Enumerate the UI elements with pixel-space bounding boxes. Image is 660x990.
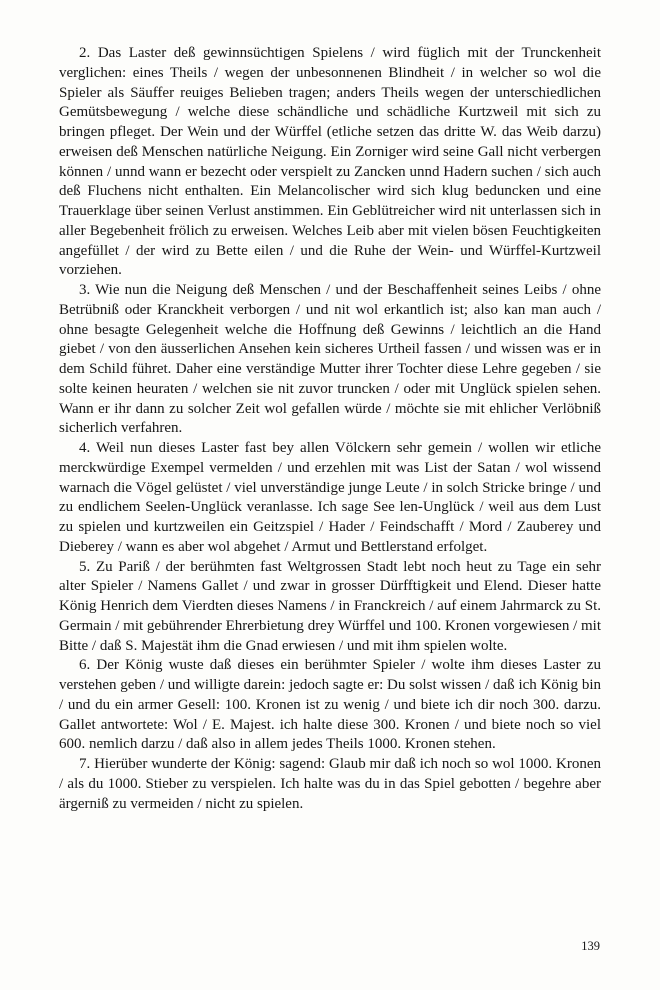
paragraph-7: 7. Hierüber wunderte der König: sagend: Glaub mir daß ich noch so wol 1000. Kronen / als du 1000. Stieber zu verspielen. Ich halte was du in das Spiel gebotten / begehre aber ärgerniß zu vermeiden / nicht zu spielen. <box>59 756 601 812</box>
paragraph-4: 4. Weil nun dieses Laster fast bey allen Völckern sehr gemein / wollen wir etliche merckwürdige Exempel vermelden / und erzehlen mit was List der Satan / wol wissend warnach die Vögel gelüstet / viel unverständige junge Leute / in solch Stricke bringe / und zu endlichem Seelen-Unglück veranlasse. Ich sage See len-Unglück / weil aus dem Lust zu spielen und kurtzweilen ein Geitzspiel / Hader / Feindschafft / Mord / Zauberey und Dieberey / wann es aber wol abgehet / Armut und Bettlerstand erfolget. <box>59 440 601 555</box>
page-number: 139 <box>581 939 600 953</box>
paragraph-6: 6. Der König wuste daß dieses ein berühmter Spieler / wolte ihm dieses Laster zu verstehen geben / und willigte darein: jedoch sagte er: Du solst wissen / daß ich König bin / und du ein armer Gesell: 100. Kronen ist zu wenig / und biete ich dir noch 300. darzu. Gallet antwortete: Wol / E. Majest. ich halte diese 300. Kronen / und biete noch so viel 600. nemlich darzu / daß also in allem jedes Theils 1000. Kronen stehen. <box>59 657 601 753</box>
paragraph-5: 5. Zu Pariß / der berühmten fast Weltgrossen Stadt lebt noch heut zu Tage ein sehr alter Spieler / Namens Gallet / und zwar in grosser Dürfftigkeit und Elend. Dieser hatte König Henrich dem Vierdten dieses Namens / in Franckreich / auf einem Jahrmarck zu St. Germain / mit gebührender Ehrerbietung drey Würffel und 100. Kronen vorgewiesen / mit Bitte / daß S. Majestät ihm die Gnad erwiesen / und mit ihm spielen wolte. <box>59 558 601 654</box>
paragraph-2: 2. Das Laster deß gewinnsüchtigen Spielens / wird füglich mit der Trunckenheit verglichen: eines Theils / wegen der unbesonnenen Blindheit / in welcher so wol die Spieler als Säuffer reuiges Belieben tragen; anders Theils wegen der unterschiedlichen Gemütsbewegung / welche diese schändliche und schädliche Kurtzweil mit sich zu bringen pfleget. Der Wein und der Würffel (etliche setzen das dritte W. das Weib darzu) erweisen deß Menschen natürliche Neigung. Ein Zorniger wird seine Gall nicht verbergen können / unnd wann er bezecht oder verspielt zu Zancken unnd Hadern suchen / sich auch deß Fluchens nicht enthalten. Ein Melancolischer wird sich klug beduncken und eine Trauerklage über seinen Verlust anstimmen. Ein Geblütreicher wird nit unterlassen sich in aller Begebenheit frölich zu erweisen. Welches Leib aber mit vielen bösen Feuchtigkeiten angefüllet / der wird zu Bette eilen / und die Ruhe der Wein- und Würffel-Kurtzweil vorziehen. <box>59 45 601 279</box>
paragraph-3: 3. Wie nun die Neigung deß Menschen / und der Beschaffenheit seines Leibs / ohne Betrübniß oder Kranckheit verborgen / und nit wol erkantlich ist; also kan man auch / ohne besagte Gelegenheit welche die Hoffnung deß Gewinns / leichtlich an die Hand giebet / von den äusserlichen Ansehen kein sicheres Urtheil fassen / und wissen was er in dem Schild führet. Daher eine verständige Mutter ihrer Tochter diese Lehre gegeben / sie solte keinen heuraten / welchen sie nit zuvor truncken / oder mit Unglück spielen sehen. Wann er ihr dann zu solcher Zeit wol gefallen würde / möchte sie mit ehlicher Verlöbniß sicherlich verfahren. <box>59 282 601 437</box>
body-text <box>59 44 601 814</box>
